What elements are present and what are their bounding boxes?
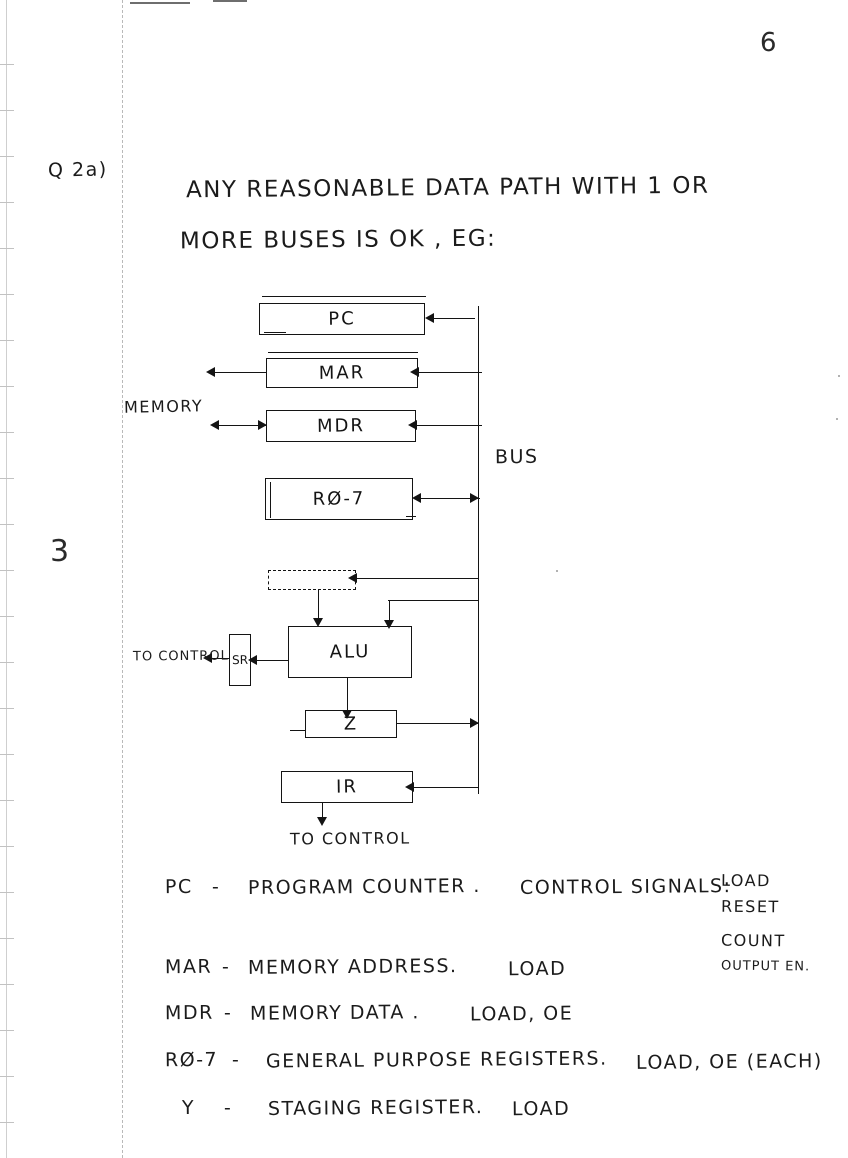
pc-bottom-stroke bbox=[264, 332, 286, 333]
legend-abbr-mar: MAR bbox=[164, 955, 213, 979]
mar-bus-line bbox=[418, 372, 482, 373]
memory-label: MEMORY bbox=[123, 396, 204, 417]
grade-mark: 3 bbox=[49, 533, 70, 570]
margin-tick bbox=[0, 1122, 14, 1123]
registers-corner-stroke bbox=[406, 516, 416, 517]
margin-tick bbox=[0, 708, 14, 709]
margin-tick bbox=[0, 248, 14, 249]
control-signal-output-en: OUTPUT EN. bbox=[720, 958, 811, 975]
diagram-box-registers bbox=[265, 478, 413, 520]
bus-label: BUS bbox=[494, 445, 539, 469]
intro-line-1: ANY REASONABLE DATA PATH WITH 1 OR bbox=[185, 172, 710, 204]
ir-control-arrow bbox=[317, 817, 327, 826]
diagram-box-mar-label: MAR bbox=[318, 362, 366, 384]
registers-bus-arrow-left bbox=[412, 493, 421, 503]
diagram-box-ir-label: IR bbox=[335, 776, 359, 798]
legend-dash-mar: - bbox=[221, 955, 231, 979]
legend-signals-mar: LOAD bbox=[507, 957, 567, 981]
diagram-box-pc bbox=[259, 303, 425, 335]
top-smudge-2 bbox=[213, 0, 247, 2]
legend-dash-registers: - bbox=[231, 1048, 241, 1072]
to-control-bottom-label: TO CONTROL bbox=[289, 828, 411, 849]
legend-signals-staging: LOAD bbox=[511, 1097, 571, 1121]
legend-signals-header: CONTROL SIGNALS: bbox=[519, 875, 732, 899]
question-label: Q 2a) bbox=[47, 158, 108, 182]
margin-tick bbox=[0, 938, 14, 939]
pc-bus-line bbox=[433, 318, 475, 319]
legend-abbr-mdr: MDR bbox=[164, 1001, 214, 1025]
legend-desc-pc: PROGRAM COUNTER . bbox=[247, 874, 482, 900]
control-signal-count: COUNT bbox=[720, 930, 786, 951]
margin-tick bbox=[0, 800, 14, 801]
paper-speck bbox=[556, 570, 558, 572]
ir-bus-line bbox=[413, 787, 479, 788]
mar-memory-line bbox=[215, 372, 267, 373]
legend-signals-registers: LOAD, OE (EACH) bbox=[635, 1050, 823, 1074]
legend-abbr-pc: PC bbox=[164, 875, 193, 899]
diagram-box-pc-label: PC bbox=[328, 308, 356, 330]
margin-tick bbox=[0, 984, 14, 985]
margin-tick bbox=[0, 432, 14, 433]
z-bus-arrow bbox=[470, 718, 479, 728]
margin-tick bbox=[0, 1076, 14, 1077]
legend-desc-mdr: MEMORY DATA . bbox=[249, 1001, 420, 1025]
diagram-box-staging-label bbox=[269, 579, 355, 580]
mar-memory-arrow bbox=[206, 367, 215, 377]
mdr-memory-arrow-left bbox=[210, 420, 219, 430]
diagram-box-mdr bbox=[266, 410, 416, 442]
margin-tick bbox=[0, 478, 14, 479]
control-signal-load: LOAD bbox=[720, 870, 772, 891]
margin-tick bbox=[0, 294, 14, 295]
mdr-bus-line bbox=[416, 425, 482, 426]
margin-tick bbox=[0, 1030, 14, 1031]
z-bus-line bbox=[397, 723, 479, 724]
mdr-bus-arrow bbox=[408, 420, 417, 430]
staging-bus-line bbox=[356, 578, 478, 579]
diagram-box-registers-label: RØ-7 bbox=[312, 488, 366, 510]
diagram-box-staging bbox=[268, 570, 356, 590]
pc-top-stroke bbox=[262, 296, 426, 297]
legend-abbr-staging: Y bbox=[181, 1096, 196, 1120]
paper-speck bbox=[838, 375, 840, 377]
legend-dash-pc: - bbox=[211, 875, 221, 899]
alu-z-line bbox=[347, 678, 348, 714]
legend-abbr-registers: RØ-7 bbox=[164, 1048, 219, 1072]
margin-tick bbox=[0, 386, 14, 387]
margin-tick bbox=[0, 754, 14, 755]
margin-tick bbox=[0, 570, 14, 571]
paper-speck bbox=[836, 418, 838, 420]
z-left-stroke bbox=[290, 730, 306, 731]
legend-desc-staging: STAGING REGISTER. bbox=[267, 1096, 484, 1120]
diagram-box-mdr-label: MDR bbox=[316, 415, 366, 437]
legend-desc-mar: MEMORY ADDRESS. bbox=[247, 955, 458, 979]
margin-rule bbox=[122, 0, 123, 1158]
margin-tick bbox=[0, 156, 14, 157]
margin-tick bbox=[0, 110, 14, 111]
ir-bus-arrow bbox=[405, 782, 414, 792]
diagram-box-z-label: Z bbox=[343, 713, 359, 735]
margin-tick bbox=[0, 892, 14, 893]
margin-tick bbox=[0, 340, 14, 341]
margin-tick bbox=[0, 662, 14, 663]
legend-dash-staging: - bbox=[223, 1096, 233, 1120]
mdr-memory-arrow-right bbox=[258, 420, 267, 430]
diagram-box-ir bbox=[281, 771, 413, 803]
staging-bus-arrow bbox=[348, 573, 357, 583]
legend-signals-mdr: LOAD, OE bbox=[469, 1002, 574, 1026]
diagram-box-mar bbox=[266, 358, 418, 388]
intro-line-2: MORE BUSES IS OK , EG: bbox=[179, 225, 497, 255]
margin-tick bbox=[0, 64, 14, 65]
alu-sr-arrow bbox=[248, 655, 257, 665]
legend-dash-mdr: - bbox=[223, 1001, 233, 1025]
legend-desc-registers: GENERAL PURPOSE REGISTERS. bbox=[265, 1047, 608, 1073]
diagram-box-alu bbox=[288, 626, 412, 678]
margin-tick bbox=[0, 524, 14, 525]
diagram-box-z bbox=[305, 710, 397, 738]
page-number: 6 bbox=[759, 27, 777, 59]
diagram-box-sr-label: SR bbox=[231, 652, 249, 668]
registers-inner-stroke bbox=[270, 482, 271, 518]
bus-alu-branch-line bbox=[388, 600, 478, 601]
to-control-left-label: TO CONTROL bbox=[132, 648, 229, 665]
mar-bus-arrow bbox=[410, 367, 419, 377]
mar-top-stroke bbox=[268, 352, 418, 353]
control-signal-reset: RESET bbox=[720, 896, 780, 917]
margin-tick bbox=[0, 616, 14, 617]
margin-tick bbox=[0, 846, 14, 847]
top-smudge bbox=[130, 2, 190, 4]
diagram-box-alu-label: ALU bbox=[329, 641, 371, 663]
pc-bus-arrow bbox=[425, 313, 434, 323]
margin-tick bbox=[0, 202, 14, 203]
